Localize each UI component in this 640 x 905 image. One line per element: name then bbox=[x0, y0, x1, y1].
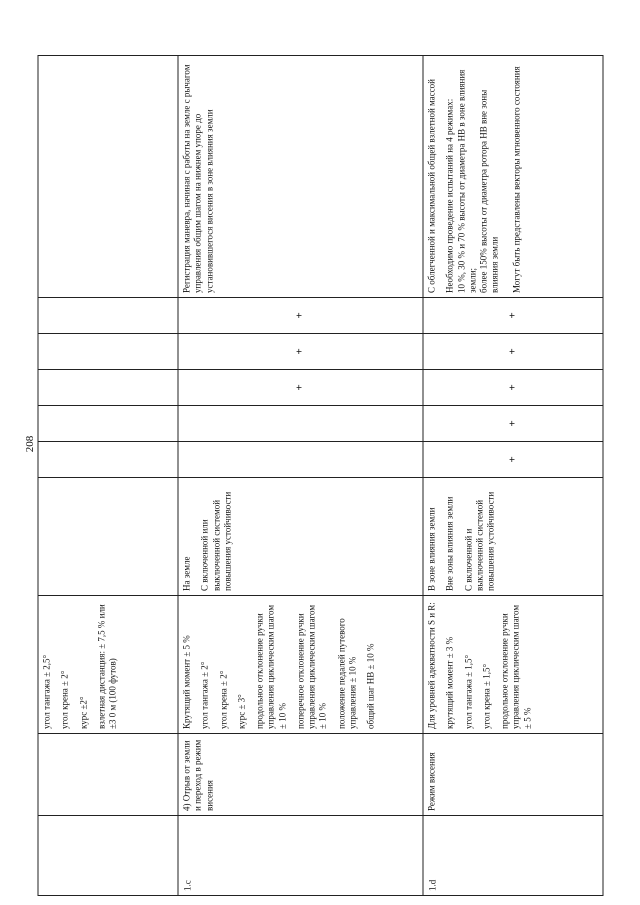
row-number-cell: 1.c bbox=[178, 816, 423, 896]
tolerance-text: угол крена ± 2° bbox=[59, 670, 70, 729]
condition-text: В зоне влияния земли bbox=[426, 507, 437, 591]
conditions-cell bbox=[38, 478, 178, 596]
tolerance-text: угол тангажа ± 2,5° bbox=[41, 654, 52, 729]
test-name-cell: Режим висения bbox=[423, 734, 603, 816]
level-mark-cell bbox=[38, 442, 178, 478]
condition-text: С включенной или выключенной системой повышения устойчивости bbox=[199, 491, 233, 591]
tolerance-text: общий шаг НВ ± 10 % bbox=[365, 643, 376, 729]
tolerance-cell bbox=[178, 596, 423, 734]
condition-text: Вне зоны влияния земли bbox=[444, 496, 455, 591]
table-row bbox=[178, 56, 423, 896]
tolerance-text: угол тангажа ± 1,5° bbox=[463, 654, 473, 729]
level-mark-cell bbox=[178, 406, 423, 442]
conditions-cell bbox=[423, 478, 603, 596]
level-mark-cell: + bbox=[423, 334, 603, 370]
level-mark-cell: + bbox=[423, 370, 603, 406]
tolerance-text: крутящий момент ± 3 % bbox=[444, 636, 455, 729]
comment-text: более 150% высоты от диаметра ротора НВ вне зоны влияния земли bbox=[478, 89, 500, 293]
comment-text: Необходимо проведение испытаний на 4 режимах: bbox=[444, 98, 455, 293]
tolerance-text: угол крена ± 2° bbox=[218, 670, 228, 729]
page-number: 208 bbox=[24, 435, 36, 453]
level-mark-cell: + bbox=[178, 298, 423, 334]
tolerance-text: Для уровней адекватности S и R: bbox=[426, 602, 437, 729]
comment-text: Регистрация маневра, начиная с работы на земле с рычагом управления общим шагом на нижнем упоре до установившегося висения в зоне влияния земли bbox=[181, 64, 214, 293]
tolerance-cell bbox=[423, 596, 603, 734]
level-mark-cell bbox=[38, 370, 178, 406]
tolerance-text: положение педалей путевого управления ± 10 % bbox=[336, 618, 358, 729]
table-row bbox=[38, 56, 178, 896]
tolerance-text: продольное отклонение ручки управления циклическим шагом ± 5 % bbox=[499, 604, 532, 729]
condition-text: С включенной и выключенной системой повышения устойчивости bbox=[463, 491, 496, 591]
level-mark-cell bbox=[178, 442, 423, 478]
requirements-table bbox=[38, 55, 604, 896]
level-mark-cell: + bbox=[423, 406, 603, 442]
level-mark-cell bbox=[38, 298, 178, 334]
test-name-cell: 4) Отрыв от земли и переход в режим висения bbox=[178, 734, 423, 816]
comment-cell bbox=[423, 56, 603, 298]
row-number-cell: 1.d bbox=[423, 816, 603, 896]
tolerance-text: поперечное отклонение ручки управления циклическим шагом ± 10 % bbox=[295, 604, 328, 729]
tolerance-cell bbox=[38, 596, 178, 734]
tolerance-text: угол крена ± 1,5° bbox=[481, 663, 492, 729]
tolerance-text: курс ± 3° bbox=[236, 694, 247, 729]
tolerance-text: угол тангажа ± 2° bbox=[199, 661, 210, 729]
rotated-table-container bbox=[38, 56, 603, 896]
level-mark-cell bbox=[38, 334, 178, 370]
tolerance-text: курс ±2° bbox=[78, 696, 88, 729]
row-number-cell bbox=[38, 816, 178, 896]
level-mark-cell bbox=[38, 406, 178, 442]
comment-text: 10 %, 30 % и 70 % высоты от диаметра НВ в зоне влияния земли; bbox=[456, 69, 478, 293]
tolerance-text: продольное отклонение ручки управления циклическим шагом ± 10 % bbox=[254, 604, 287, 729]
comment-cell bbox=[38, 56, 178, 298]
comment-text: С облегченной и максимальной общей взлетной массой bbox=[426, 79, 437, 293]
conditions-cell bbox=[178, 478, 423, 596]
condition-text: На земле bbox=[181, 556, 192, 591]
tolerance-text: Крутящий момент ± 5 % bbox=[181, 635, 192, 729]
level-mark-cell: + bbox=[423, 298, 603, 334]
level-mark-cell: + bbox=[423, 442, 603, 478]
tolerance-text: взлетная дистанция: ± 7,5 % или ±3 0 м (100 футов) bbox=[96, 604, 118, 729]
level-mark-cell: + bbox=[178, 334, 423, 370]
test-name-cell bbox=[38, 734, 178, 816]
comment-text: Могут быть представлены векторы мгновенного состояния bbox=[511, 66, 521, 293]
level-mark-cell: + bbox=[178, 370, 423, 406]
comment-cell bbox=[178, 56, 423, 298]
table-row bbox=[423, 56, 603, 896]
